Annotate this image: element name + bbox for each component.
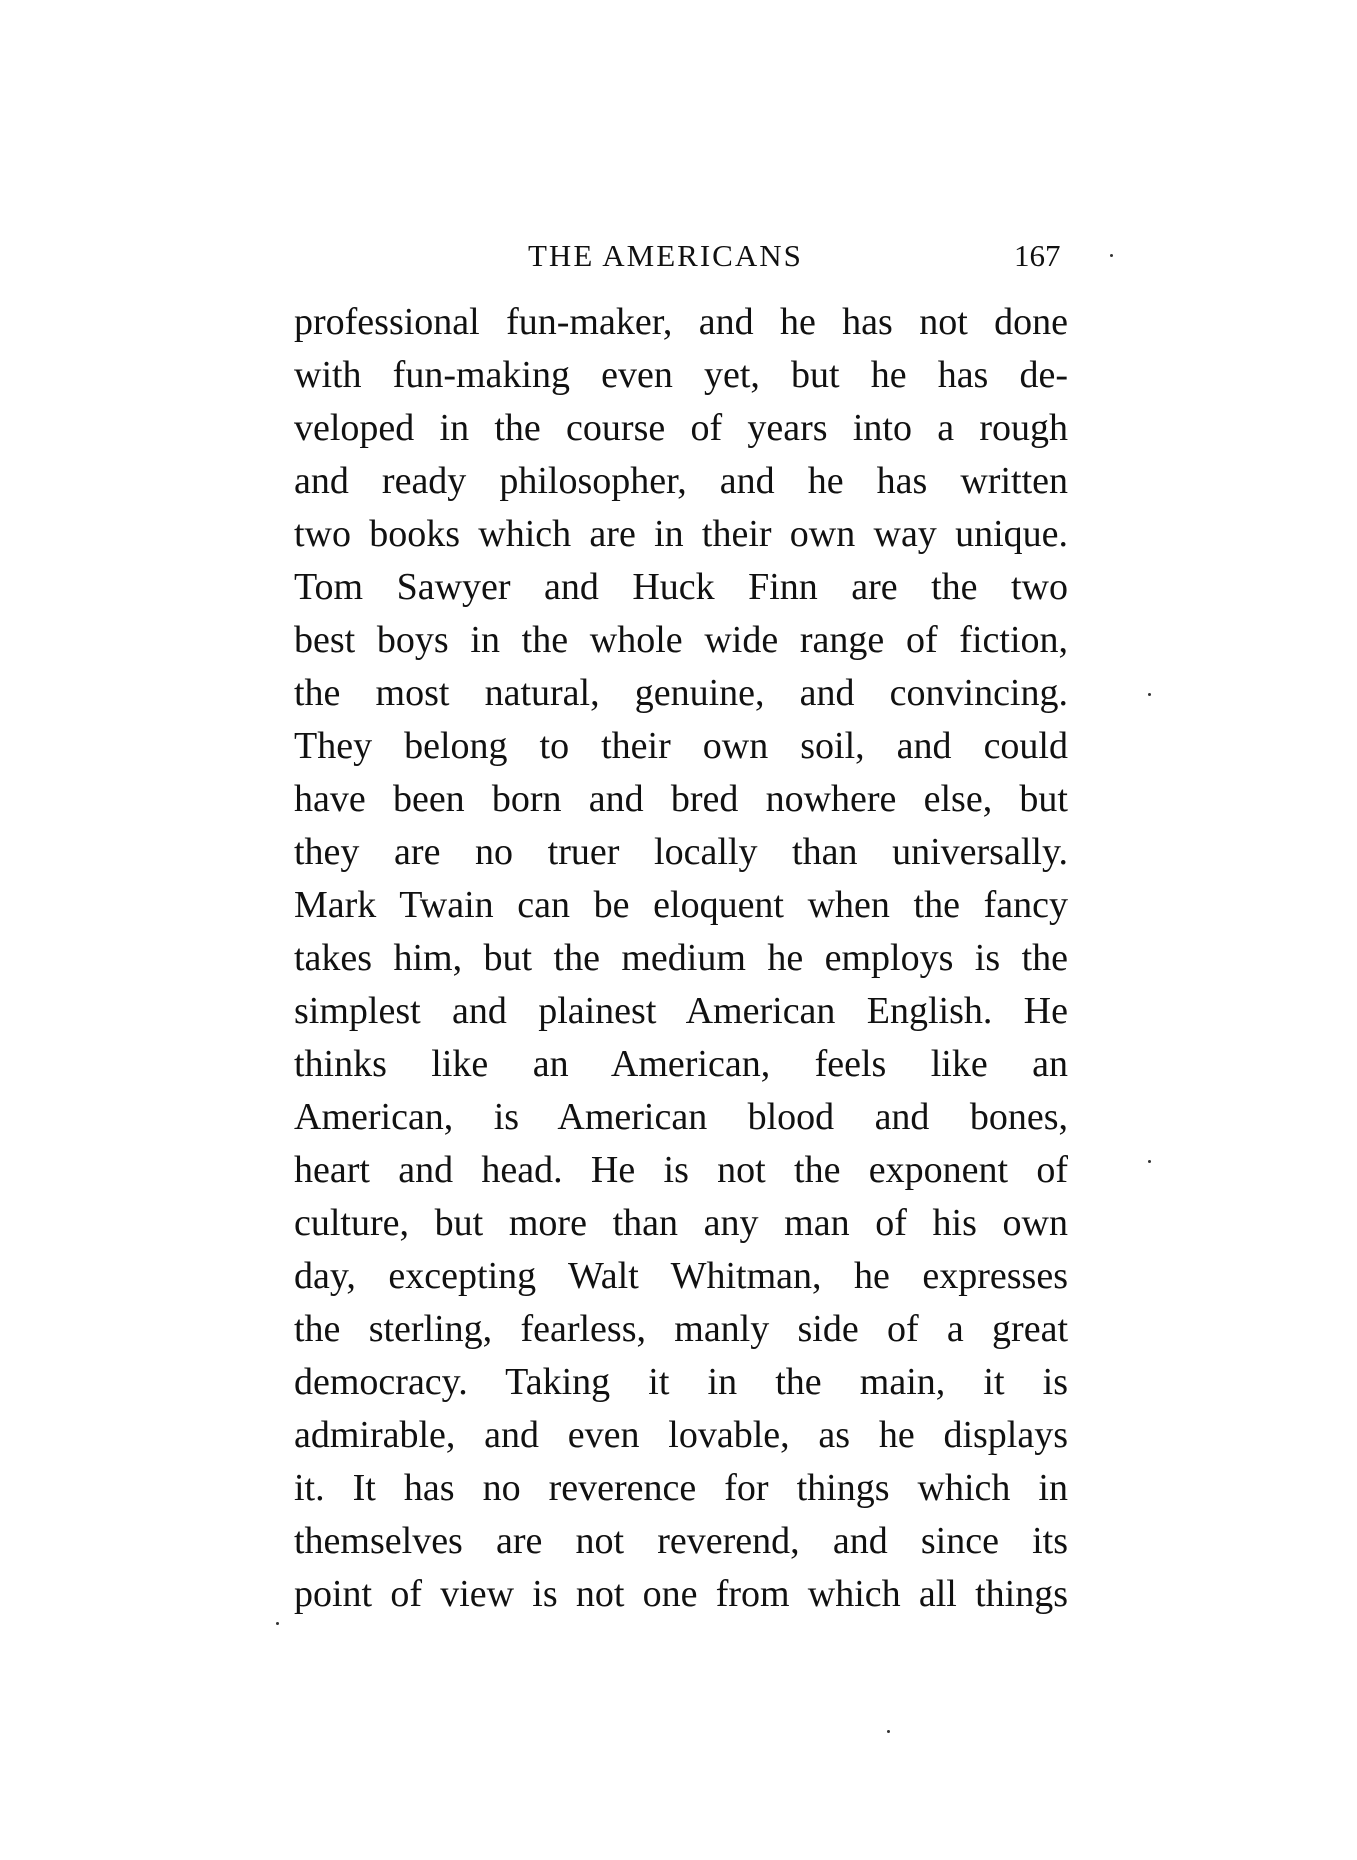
text-line-12: Mark Twain can be eloquent when the fancy (294, 884, 1068, 926)
scan-speck (276, 1622, 279, 1625)
text-line-10: have been born and bred nowhere else, but (294, 778, 1068, 820)
text-line-5: two books which are in their own way unique. (294, 513, 1068, 555)
text-line-25: point of view is not one from which all things (294, 1573, 1068, 1615)
text-line-7: best boys in the whole wide range of fiction, (294, 619, 1068, 661)
text-line-22: admirable, and even lovable, as he displays (294, 1414, 1068, 1456)
text-line-6: Tom Sawyer and Huck Finn are the two (294, 566, 1068, 608)
running-head-title: THE AMERICANS (528, 238, 803, 273)
text-line-2: with fun-making even yet, but he has de- (294, 354, 1068, 396)
body-text (294, 296, 1068, 1621)
text-line-14: simplest and plainest American English. He (294, 990, 1068, 1032)
text-line-21: democracy. Taking it in the main, it is (294, 1361, 1068, 1403)
page-number: 167 (1014, 238, 1061, 273)
text-line-9: They belong to their own soil, and could (294, 725, 1068, 767)
text-line-19: day, excepting Walt Whitman, he expresses (294, 1255, 1068, 1297)
text-line-20: the sterling, fearless, manly side of a great (294, 1308, 1068, 1350)
scan-speck (1148, 693, 1151, 696)
text-line-11: they are no truer locally than universally. (294, 831, 1068, 873)
text-line-8: the most natural, genuine, and convincing. (294, 672, 1068, 714)
text-line-3: veloped in the course of years into a rough (294, 407, 1068, 449)
scan-speck (1110, 254, 1113, 257)
text-line-24: themselves are not reverend, and since its (294, 1520, 1068, 1562)
text-line-13: takes him, but the medium he employs is the (294, 937, 1068, 979)
scan-speck (1148, 1160, 1151, 1163)
text-line-4: and ready philosopher, and he has written (294, 460, 1068, 502)
running-head (294, 236, 1068, 276)
scan-speck (887, 1730, 890, 1733)
text-line-16: American, is American blood and bones, (294, 1096, 1068, 1138)
text-line-1: professional fun-maker, and he has not done (294, 301, 1068, 343)
text-line-15: thinks like an American, feels like an (294, 1043, 1068, 1085)
text-line-17: heart and head. He is not the exponent of (294, 1149, 1068, 1191)
text-line-23: it. It has no reverence for things which in (294, 1467, 1068, 1509)
text-line-18: culture, but more than any man of his own (294, 1202, 1068, 1244)
